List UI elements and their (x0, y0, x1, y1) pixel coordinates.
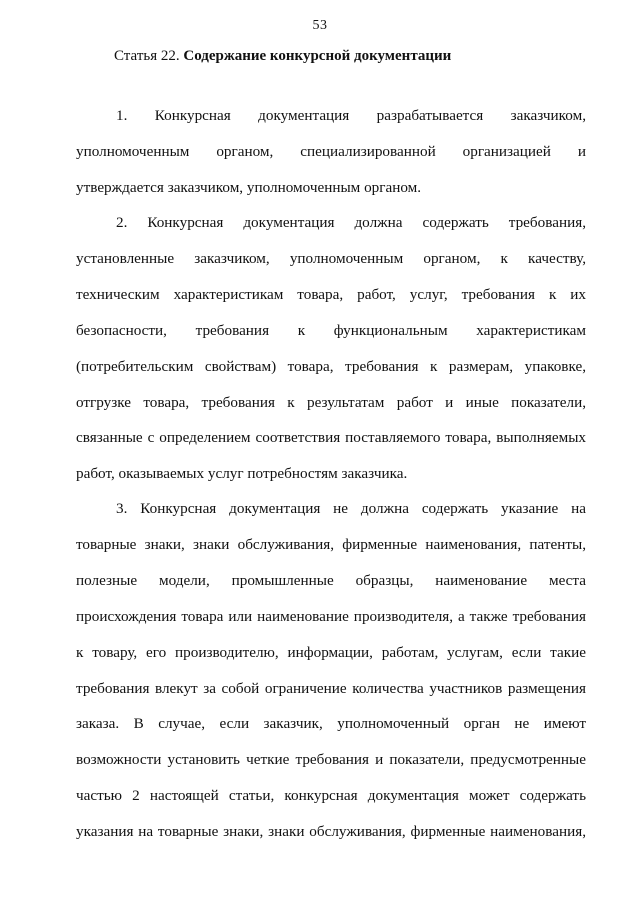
body-line: требования влекут за собой ограничение количества участников размещения (76, 680, 586, 697)
body-line: уполномоченным органом, специализированной организацией и (76, 143, 586, 160)
body-line: заказа. В случае, если заказчик, уполномоченный орган не имеют (76, 715, 586, 732)
body-line: техническим характеристикам товара, работ, услуг, требования к их (76, 286, 586, 303)
body-line: 2. Конкурсная документация должна содержать требования, (116, 214, 586, 231)
article-number: Статья 22. (114, 48, 180, 64)
body-line: возможности установить четкие требования и показатели, предусмотренные (76, 751, 586, 768)
body-line: частью 2 настоящей статьи, конкурсная документация может содержать (76, 787, 586, 804)
body-line: 1. Конкурсная документация разрабатывается заказчиком, (116, 107, 586, 124)
body-line: указания на товарные знаки, знаки обслуживания, фирменные наименования, (76, 823, 586, 840)
page-number: 53 (312, 18, 328, 33)
article-heading (114, 48, 451, 65)
body-line: к товару, его производителю, информации, работам, услугам, если такие (76, 644, 586, 661)
body-line: связанные с определением соответствия поставляемого товара, выполняемых (76, 429, 586, 446)
body-line: происхождения товара или наименование производителя, а также требования (76, 608, 586, 625)
body-line: отгрузке товара, требования к результатам работ и иные показатели, (76, 394, 586, 411)
body-line: установленные заказчиком, уполномоченным органом, к качеству, (76, 250, 586, 267)
body-line: товарные знаки, знаки обслуживания, фирменные наименования, патенты, (76, 536, 586, 553)
body-line: безопасности, требования к функциональным характеристикам (76, 322, 586, 339)
body-line: (потребительским свойствам) товара, требования к размерам, упаковке, (76, 358, 586, 375)
body-line: полезные модели, промышленные образцы, наименование места (76, 572, 586, 589)
article-title: Содержание конкурсной документации (183, 48, 452, 64)
body-line: утверждается заказчиком, уполномоченным органом. (76, 179, 422, 196)
body-line: работ, оказываемых услуг потребностям заказчика. (76, 465, 408, 482)
body-line: 3. Конкурсная документация не должна содержать указание на (116, 500, 586, 517)
